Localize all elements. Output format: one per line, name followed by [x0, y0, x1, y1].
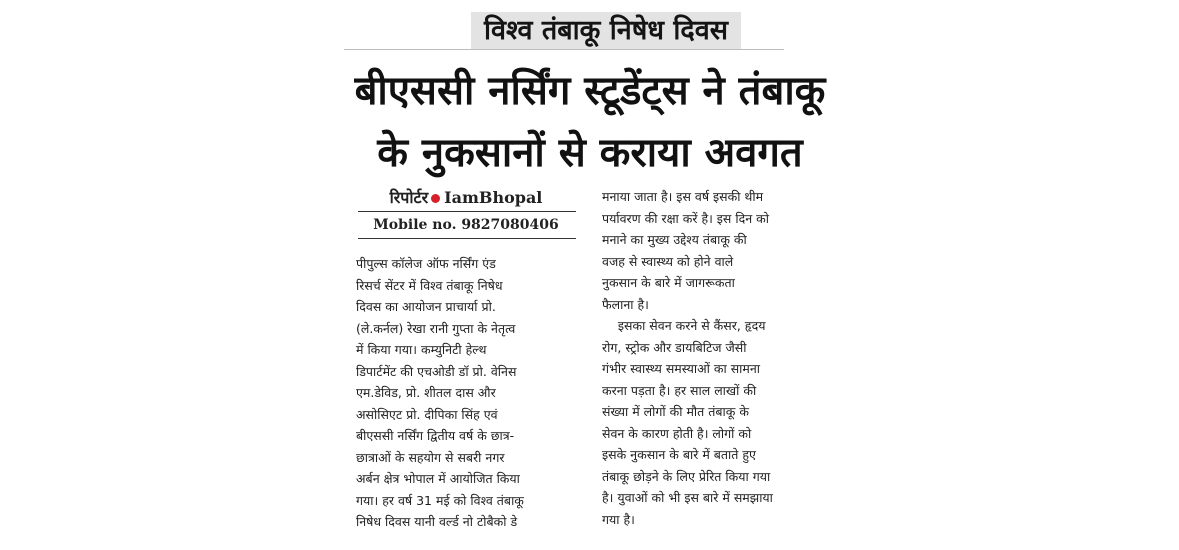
article-text-line: गया है। — [602, 511, 635, 527]
article-text-line: में किया गया। कम्युनिटी हेल्थ — [356, 342, 487, 357]
byline-reporter: रिपोर्टर — [389, 188, 429, 207]
mobile-label: Mobile no. — [373, 217, 457, 233]
headline-line-2: के नुकसानों से कराया अवगत — [377, 130, 803, 176]
red-dot-icon — [431, 194, 440, 203]
article-text-line: नुकसान के बारे में जागरूकता — [602, 275, 735, 290]
headline-line-1: बीएससी नर्सिंग स्टूडेंट्स ने तंबाकू — [354, 68, 826, 114]
article-text-line: वजह से स्वास्थ्य को होने वाले — [602, 253, 734, 269]
article-text-line: बीएससी नर्सिंग द्वितीय वर्ष के छात्र- — [356, 428, 515, 443]
article-text-line: डिपार्टमेंट की एचओडी डॉ प्रो. वेनिस — [356, 363, 517, 379]
mobile-info — [355, 214, 577, 236]
article-text-line: फैलाना है। — [602, 296, 649, 312]
top-divider — [344, 49, 784, 50]
section-kicker: विश्व तंबाकू निषेध दिवस — [471, 12, 741, 50]
article-text-line: इसके नुकसान के बारे में बताते हुए — [602, 447, 756, 462]
article-text-line: संख्या में लोगों की मौत तंबाकू के — [602, 404, 749, 419]
article-text-line: रोग, स्ट्रोक और डायबिटिज जैसी — [602, 339, 747, 355]
byline-source: IamBhopal — [444, 188, 543, 207]
article-text-line: गया। हर वर्ष 31 मई को विश्व तंबाकू — [356, 492, 524, 508]
article-text-line: गंभीर स्वास्थ्य समस्याओं का सामना — [602, 361, 761, 376]
headline — [340, 60, 840, 184]
article-column-right — [602, 186, 828, 530]
article-text-line: छात्राओं के सहयोग से सबरी नगर — [356, 449, 505, 465]
article-column-left — [356, 253, 578, 533]
article-text-line: पीपुल्स कॉलेज ऑफ नर्सिंग एंड — [356, 256, 496, 271]
article-text-line: है। युवाओं को भी इस बारे में समझाया — [602, 490, 773, 505]
article-text-line: पर्यावरण की रक्षा करें है। इस दिन को — [602, 210, 769, 226]
mobile-divider — [358, 238, 576, 239]
article-text-line: एम.डेविड, प्रो. शीतल दास और — [356, 385, 496, 400]
article-text-line: सेवन के कारण होती है। लोगों को — [602, 425, 752, 441]
article-text-line: अर्बन क्षेत्र भोपाल में आयोजित किया — [356, 471, 520, 486]
article-text-line: मनाने का मुख्य उद्देश्य तंबाकू की — [602, 232, 747, 247]
byline — [355, 187, 577, 209]
article-text-line: करना पड़ता है। हर साल लाखों की — [602, 382, 757, 398]
article-text-line: असोसिएट प्रो. दीपिका सिंह एवं — [356, 406, 498, 422]
article-text-line: तंबाकू छोड़ने के लिए प्रेरित किया गया — [602, 468, 771, 484]
article-text-line: (ले.कर्नल) रेखा रानी गुप्ता के नेतृत्व — [356, 320, 516, 336]
article-text-line: निषेध दिवस यानी वर्ल्ड नो टोबैको डे — [356, 514, 518, 529]
article-text-line: मनाया जाता है। इस वर्ष इसकी थीम — [602, 189, 764, 204]
article-text-line: रिसर्च सेंटर में विश्व तंबाकू निषेध — [356, 277, 503, 293]
byline-divider — [358, 211, 576, 212]
article-text-line: इसका सेवन करने से कैंसर, हृदय — [602, 318, 766, 333]
article-text-line: दिवस का आयोजन प्राचार्या प्रो. — [356, 299, 496, 314]
mobile-number: 9827080406 — [461, 217, 559, 233]
